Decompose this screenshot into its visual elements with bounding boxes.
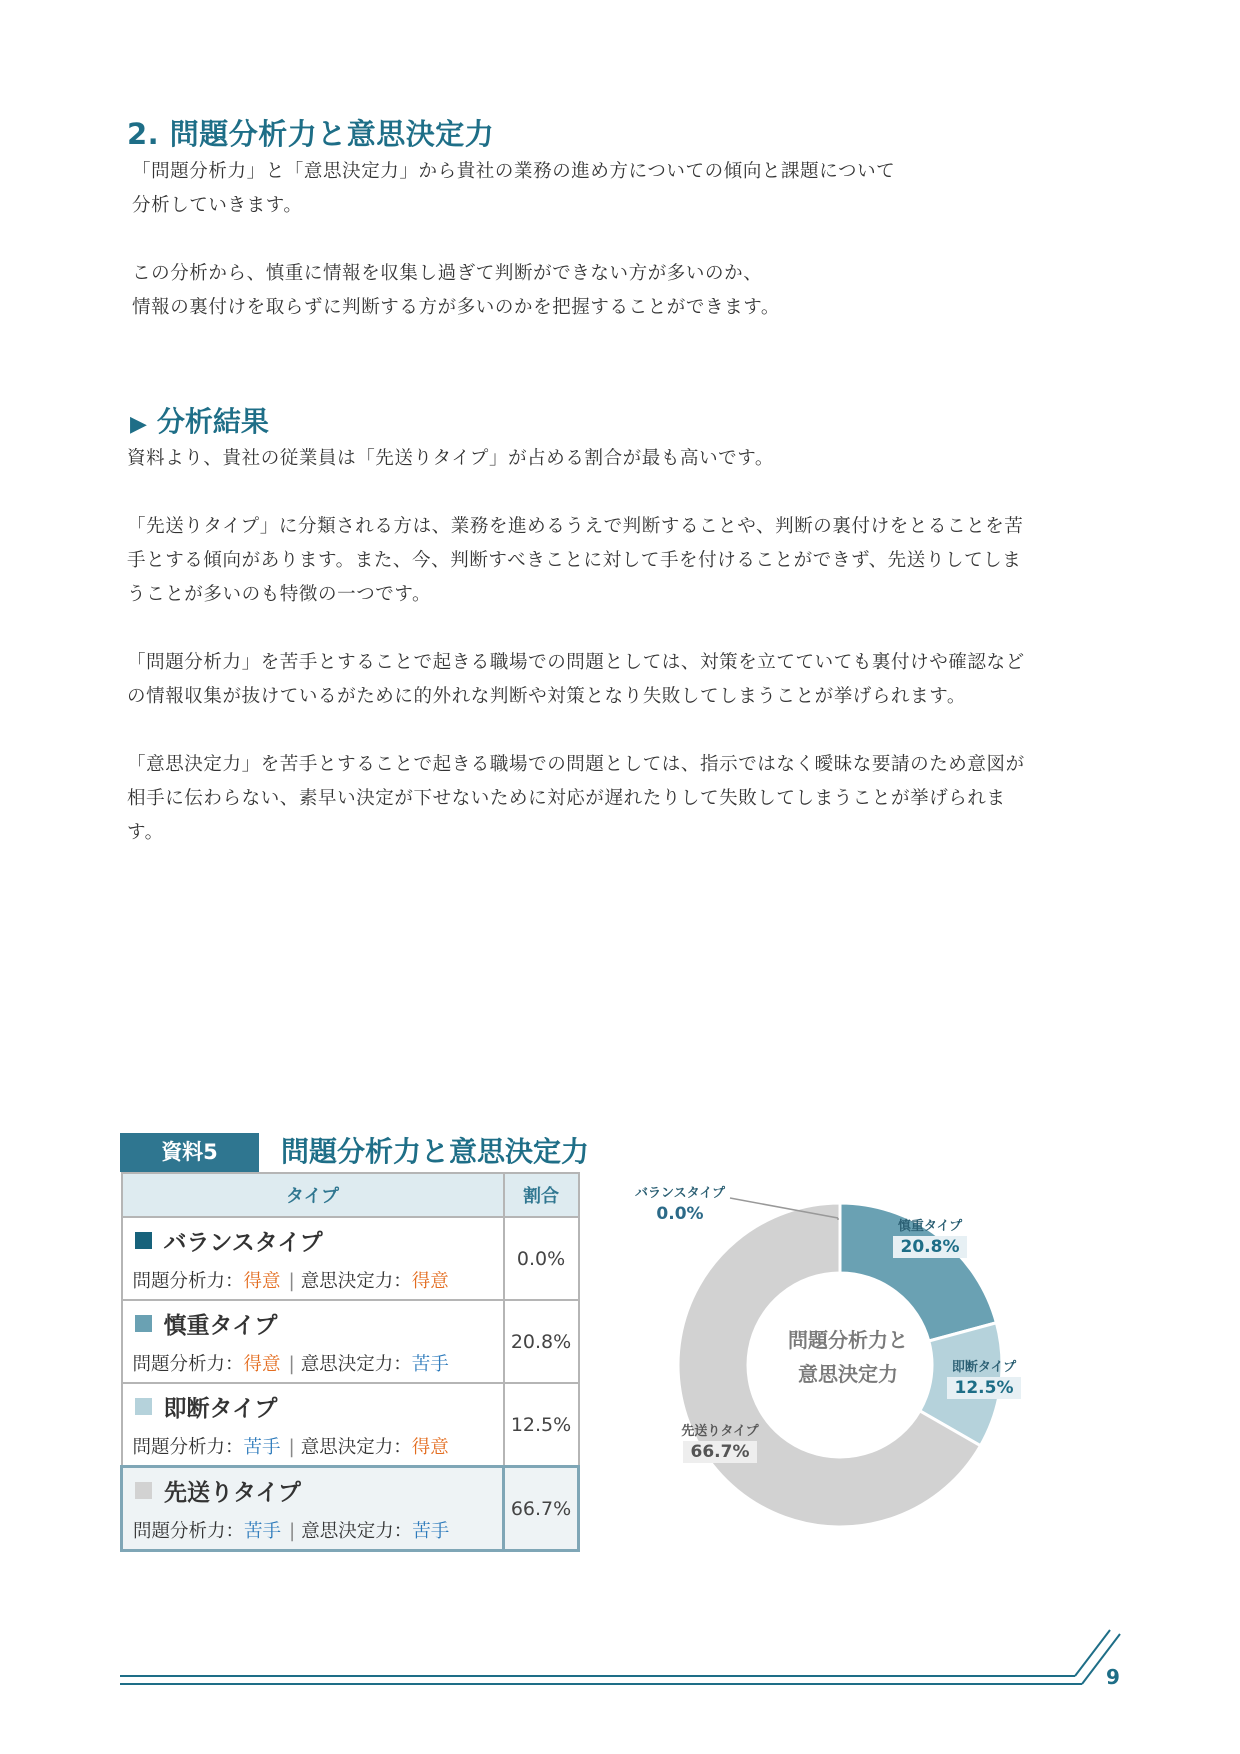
attr-value: 苦手 [243,1437,281,1458]
result-line: 「意思決定力」を苦手とすることで起きる職場での問題としては、指示ではなく曖昧な要請のため意図が [127,754,1025,775]
center-label-line: 意思決定力 [798,1362,898,1386]
result-paragraph [127,442,1025,476]
attr-label: 問題分析力： [133,1521,245,1542]
legend-swatch-icon [135,1398,152,1415]
slice-label-name: 先送りタイプ [681,1424,759,1439]
intro-line [132,223,895,257]
result-line: 「先送りタイプ」に分類される方は、業務を進めるうえで判断することや、判断の裏付けをとることを苦 [127,516,1024,537]
attr-value: 苦手 [244,1521,282,1542]
type-table [120,1172,580,1552]
figure-title: 問題分析力と意思決定力 [281,1135,590,1168]
intro-line: 分析していきます。 [132,195,303,216]
slice-label-value: 66.7% [683,1441,758,1464]
table-header-type: タイプ [122,1173,504,1217]
intro-line: 「問題分析力」と「意思決定力」から貴社の業務の進め方についての傾向と課題について [132,161,896,182]
attr-label: 意思決定力： [300,1271,412,1292]
result-paragraph [127,748,1025,850]
label-quick [936,1359,1032,1399]
type-ratio: 66.7% [504,1467,579,1551]
result-title: 分析結果 [156,405,269,438]
slice-label-name: 即断タイプ [951,1360,1017,1375]
type-name: 先送りタイプ [164,1480,301,1506]
attr-label: 問題分析力： [132,1354,244,1375]
table-row: バランスタイプ 問題分析力：得意 | 意思決定力：得意 0.0% [122,1217,579,1300]
page-number: 9 [1106,1665,1120,1689]
section-title: 2. 問題分析力と意思決定力 [127,117,495,151]
table-row: 慎重タイプ 問題分析力：得意 | 意思決定力：苦手 20.8% [122,1300,579,1383]
attr-value: 得意 [243,1354,281,1375]
result-line: 資料より、貴社の従業員は「先送りタイプ」が占める割合が最も高いです。 [127,448,774,469]
type-ratio: 20.8% [504,1300,579,1383]
footer-decoration [0,1620,1240,1710]
attr-value: 得意 [243,1271,281,1292]
attr-label: 問題分析力： [132,1437,244,1458]
label-careful [880,1218,980,1258]
table-header-ratio: 割合 [504,1173,579,1217]
result-paragraph [127,510,1025,612]
intro-line: 情報の裏付けを取らずに判断する方が多いのかを把握することができます。 [132,297,780,318]
attr-label: 意思決定力： [300,1437,412,1458]
attr-label: 意思決定力： [300,1354,412,1375]
attr-label: 問題分析力： [132,1271,244,1292]
type-ratio: 0.0% [504,1217,579,1300]
legend-swatch-icon [135,1315,152,1332]
slice-label-value: 12.5% [947,1377,1022,1400]
intro-line: この分析から、慎重に情報を収集し過ぎて判断ができない方が多いのか、 [132,263,763,284]
type-ratio: 12.5% [504,1383,579,1467]
result-body [127,442,1025,850]
slice-label-value: 20.8% [893,1236,968,1259]
result-line: 相手に伝わらない、素早い決定が下せないために対応が遅れたりして失敗してしまうことが挙げられま [127,788,1006,809]
result-line: の情報収集が抜けているがために的外れな判断や対策となり失敗してしまうことが挙げられます。 [127,686,966,707]
result-heading [130,400,269,440]
table-row: 即断タイプ 問題分析力：苦手 | 意思決定力：得意 12.5% [122,1383,579,1467]
label-balance [620,1185,740,1225]
type-name: 慎重タイプ [163,1313,278,1339]
center-label-line: 問題分析力と [788,1328,908,1352]
result-line: す。 [127,822,164,843]
intro-text [132,155,895,325]
legend-swatch-icon [135,1232,152,1249]
attr-value: 苦手 [412,1521,450,1542]
slice-label-name: バランスタイプ [635,1186,725,1201]
type-name: 即断タイプ [163,1396,278,1422]
attr-value: 得意 [411,1271,449,1292]
triangle-right-icon: ▶ [130,412,147,437]
figure-tag: 資料5 [120,1133,259,1172]
type-name: バランスタイプ [163,1230,323,1256]
result-line: うことが多いのも特徴の一つです。 [127,584,432,605]
table-row: 先送りタイプ 問題分析力：苦手 | 意思決定力：苦手 66.7% [122,1467,579,1551]
attr-label: 意思決定力： [301,1521,413,1542]
chart-center-label [748,1323,948,1391]
attr-value: 苦手 [411,1354,449,1375]
label-postpone [670,1423,770,1463]
result-line: 手とする傾向があります。また、今、判断すべきことに対して手を付けることができず、先送りしてしま [127,550,1022,571]
result-paragraph [127,646,1025,714]
attr-value: 得意 [411,1437,449,1458]
legend-swatch-icon [135,1482,152,1499]
slice-label-value: 0.0% [656,1203,704,1224]
result-line: 「問題分析力」を苦手とすることで起きる職場での問題としては、対策を立てていても裏付けや確認など [127,652,1025,673]
slice-label-name: 慎重タイプ [897,1219,963,1234]
